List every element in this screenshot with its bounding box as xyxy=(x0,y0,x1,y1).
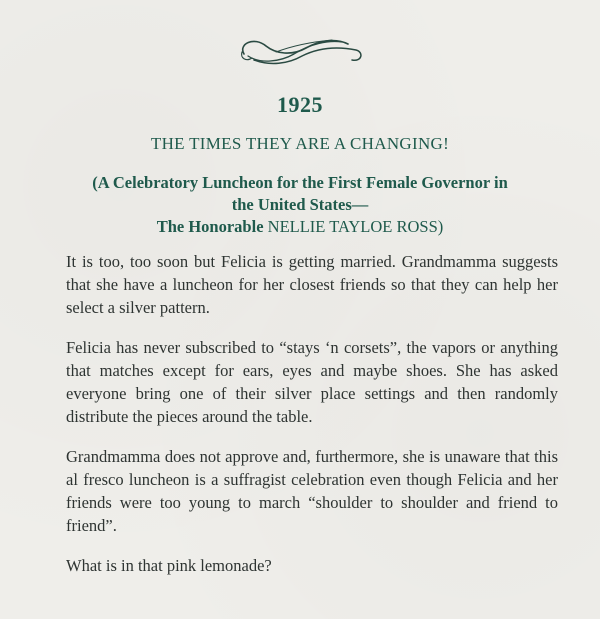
event-honoree-line xyxy=(40,216,560,238)
paragraph: It is too, too soon but Felicia is getting married. Grandmamma suggests that she have a luncheon for her closest friends so that they can help her select a silver pattern. xyxy=(66,252,558,317)
subtitle-heading: THE TIMES THEY ARE A CHANGING! xyxy=(150,134,450,153)
flourish-icon xyxy=(236,30,366,74)
paragraph: What is in that pink lemonade? xyxy=(66,556,272,575)
honoree-prefix: The Honorable xyxy=(156,217,268,236)
event-description xyxy=(40,172,560,238)
year-heading: 1925 xyxy=(277,92,323,117)
story-text xyxy=(66,250,558,594)
honoree-name: NELLIE TAYLOE ROSS) xyxy=(267,217,444,236)
event-line-2: the United States— xyxy=(231,195,369,214)
event-line-1: (A Celebratory Luncheon for the First Female Governor in xyxy=(92,173,508,192)
paragraph: Grandmamma does not approve and, furthermore, she is unaware that this al fresco luncheon is a suffragist celebration even though Felicia and her friends were too young to march “shoulder to shoulder and friend to friend”. xyxy=(66,447,558,535)
paragraph: Felicia has never subscribed to “stays ‘n corsets”, the vapors or anything that matches except for ears, eyes and maybe shoes. She has asked everyone bring one of their silver place settings and then randomly distribute the pieces around the table. xyxy=(66,338,558,426)
